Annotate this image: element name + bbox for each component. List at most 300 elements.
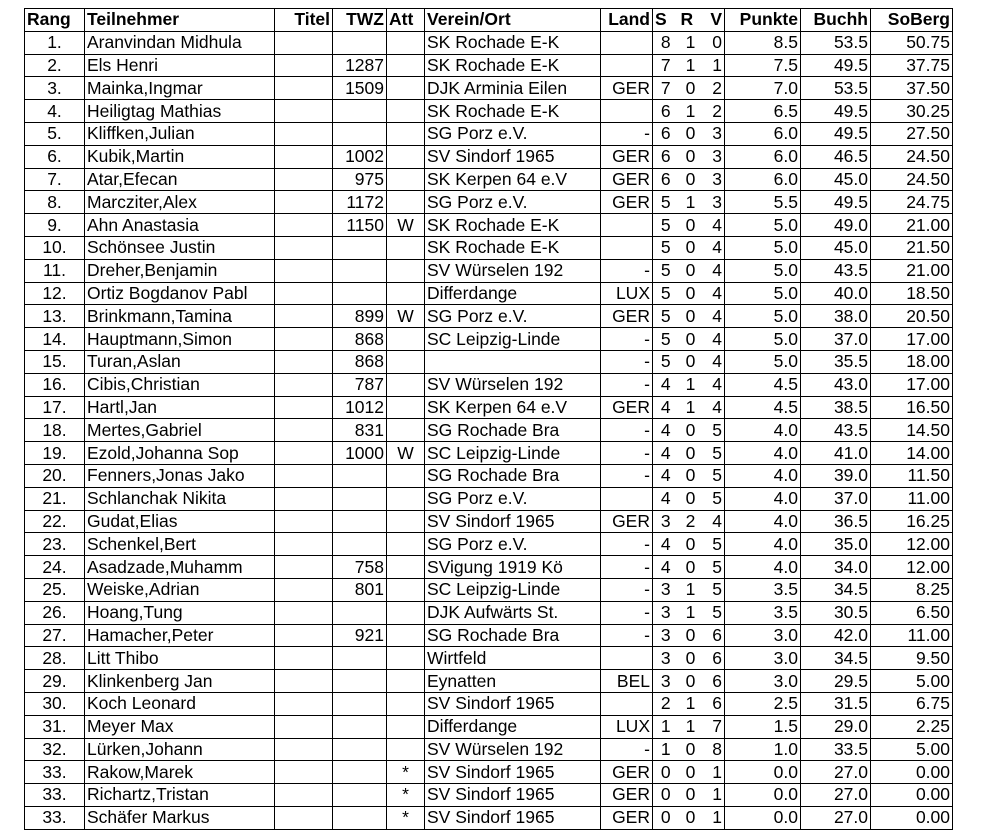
cell-rang: 21. [25, 487, 85, 510]
cell-soberg: 17.00 [871, 328, 953, 351]
cell-att: * [387, 806, 425, 829]
header-verein: Verein/Ort [425, 9, 601, 32]
cell-r: 0 [679, 214, 703, 237]
cell-att: * [387, 761, 425, 784]
cell-v: 4 [703, 305, 725, 328]
cell-verein [425, 350, 601, 373]
cell-att [387, 624, 425, 647]
cell-soberg: 16.50 [871, 396, 953, 419]
table-row [25, 191, 953, 214]
cell-v: 2 [703, 100, 725, 123]
cell-buchh: 38.5 [801, 396, 871, 419]
cell-name: Cibis,Christian [85, 373, 275, 396]
cell-buchh: 49.5 [801, 100, 871, 123]
cell-buchh: 39.0 [801, 464, 871, 487]
cell-s: 5 [653, 282, 679, 305]
cell-verein: SVigung 1919 Kö [425, 556, 601, 579]
header-att: Att [387, 9, 425, 32]
cell-rang: 7. [25, 168, 85, 191]
cell-twz [333, 761, 387, 784]
table-row [25, 806, 953, 829]
cell-att [387, 533, 425, 556]
header-titel: Titel [275, 9, 333, 32]
cell-land: - [601, 578, 653, 601]
cell-s: 4 [653, 373, 679, 396]
cell-titel [275, 191, 333, 214]
cell-buchh: 34.5 [801, 647, 871, 670]
cell-rang: 11. [25, 259, 85, 282]
cell-r: 0 [679, 556, 703, 579]
table-row [25, 350, 953, 373]
cell-v: 5 [703, 533, 725, 556]
cell-buchh: 41.0 [801, 442, 871, 465]
cell-buchh: 49.5 [801, 122, 871, 145]
cell-name: Aranvindan Midhula [85, 31, 275, 54]
cell-v: 4 [703, 350, 725, 373]
cell-rang: 23. [25, 533, 85, 556]
cell-land: GER [601, 305, 653, 328]
table-row [25, 487, 953, 510]
table-row [25, 145, 953, 168]
cell-twz [333, 487, 387, 510]
cell-name: Lürken,Johann [85, 738, 275, 761]
cell-rang: 22. [25, 510, 85, 533]
cell-soberg: 17.00 [871, 373, 953, 396]
cell-titel [275, 556, 333, 579]
table-row [25, 670, 953, 693]
cell-att [387, 236, 425, 259]
table-row [25, 31, 953, 54]
cell-name: Mainka,Ingmar [85, 77, 275, 100]
cell-soberg: 16.25 [871, 510, 953, 533]
cell-twz: 758 [333, 556, 387, 579]
cell-r: 2 [679, 510, 703, 533]
cell-soberg: 2.25 [871, 715, 953, 738]
cell-s: 7 [653, 54, 679, 77]
cell-v: 8 [703, 738, 725, 761]
cell-land: GER [601, 77, 653, 100]
cell-titel [275, 259, 333, 282]
cell-twz [333, 236, 387, 259]
cell-land: GER [601, 784, 653, 807]
table-row [25, 647, 953, 670]
cell-land: - [601, 350, 653, 373]
cell-punkte: 8.5 [725, 31, 801, 54]
cell-r: 0 [679, 168, 703, 191]
cell-s: 0 [653, 806, 679, 829]
cell-rang: 29. [25, 670, 85, 693]
cell-name: Schönsee Justin [85, 236, 275, 259]
cell-land [601, 647, 653, 670]
cell-rang: 32. [25, 738, 85, 761]
cell-punkte: 3.5 [725, 578, 801, 601]
cell-r: 1 [679, 100, 703, 123]
cell-punkte: 2.5 [725, 692, 801, 715]
table-row [25, 624, 953, 647]
cell-titel [275, 77, 333, 100]
cell-land: BEL [601, 670, 653, 693]
cell-twz: 801 [333, 578, 387, 601]
cell-land [601, 236, 653, 259]
cell-v: 3 [703, 191, 725, 214]
cell-soberg: 24.50 [871, 145, 953, 168]
cell-soberg: 21.50 [871, 236, 953, 259]
cell-titel [275, 692, 333, 715]
header-rang: Rang [25, 9, 85, 32]
cell-v: 4 [703, 236, 725, 259]
cell-verein: SK Rochade E-K [425, 100, 601, 123]
table-row [25, 601, 953, 624]
cell-twz [333, 510, 387, 533]
cell-name: Hauptmann,Simon [85, 328, 275, 351]
cell-twz: 1172 [333, 191, 387, 214]
cell-twz [333, 715, 387, 738]
cell-v: 5 [703, 464, 725, 487]
cell-soberg: 14.50 [871, 419, 953, 442]
cell-verein: SC Leipzig-Linde [425, 442, 601, 465]
cell-v: 4 [703, 328, 725, 351]
cell-rang: 15. [25, 350, 85, 373]
cell-name: Mertes,Gabriel [85, 419, 275, 442]
cell-v: 5 [703, 419, 725, 442]
cell-v: 3 [703, 168, 725, 191]
cell-punkte: 4.0 [725, 487, 801, 510]
cell-rang: 9. [25, 214, 85, 237]
cell-s: 5 [653, 350, 679, 373]
cell-s: 6 [653, 122, 679, 145]
cell-titel [275, 145, 333, 168]
cell-soberg: 30.25 [871, 100, 953, 123]
cell-rang: 3. [25, 77, 85, 100]
table-row [25, 373, 953, 396]
cell-verein: SG Porz e.V. [425, 487, 601, 510]
table-row [25, 168, 953, 191]
cell-s: 5 [653, 236, 679, 259]
cell-punkte: 3.0 [725, 647, 801, 670]
cell-soberg: 18.00 [871, 350, 953, 373]
cell-v: 5 [703, 442, 725, 465]
cell-rang: 24. [25, 556, 85, 579]
cell-name: Gudat,Elias [85, 510, 275, 533]
cell-rang: 30. [25, 692, 85, 715]
table-row [25, 305, 953, 328]
cell-punkte: 6.5 [725, 100, 801, 123]
cell-verein: SK Kerpen 64 e.V [425, 168, 601, 191]
cell-land: - [601, 259, 653, 282]
cell-rang: 10. [25, 236, 85, 259]
cell-s: 1 [653, 715, 679, 738]
cell-buchh: 53.5 [801, 77, 871, 100]
cell-soberg: 6.75 [871, 692, 953, 715]
cell-soberg: 37.50 [871, 77, 953, 100]
cell-s: 4 [653, 396, 679, 419]
cell-v: 5 [703, 556, 725, 579]
cell-soberg: 24.75 [871, 191, 953, 214]
cell-v: 5 [703, 578, 725, 601]
cell-titel [275, 738, 333, 761]
cell-buchh: 42.0 [801, 624, 871, 647]
cell-verein: SG Rochade Bra [425, 419, 601, 442]
cell-punkte: 0.0 [725, 761, 801, 784]
cell-land: GER [601, 191, 653, 214]
cell-att [387, 510, 425, 533]
cell-soberg: 37.75 [871, 54, 953, 77]
cell-punkte: 4.5 [725, 396, 801, 419]
cell-s: 5 [653, 191, 679, 214]
cell-name: Asadzade,Muhamm [85, 556, 275, 579]
cell-punkte: 0.0 [725, 806, 801, 829]
cell-buchh: 36.5 [801, 510, 871, 533]
cell-punkte: 5.0 [725, 282, 801, 305]
cell-soberg: 11.00 [871, 624, 953, 647]
cell-att: W [387, 442, 425, 465]
cell-name: Ortiz Bogdanov Pabl [85, 282, 275, 305]
cell-r: 1 [679, 601, 703, 624]
cell-land: - [601, 556, 653, 579]
cell-titel [275, 715, 333, 738]
cell-s: 3 [653, 578, 679, 601]
cell-v: 1 [703, 761, 725, 784]
cell-titel [275, 122, 333, 145]
cell-land: GER [601, 761, 653, 784]
cell-twz [333, 670, 387, 693]
cell-verein: SK Rochade E-K [425, 236, 601, 259]
cell-land: - [601, 624, 653, 647]
cell-att: W [387, 214, 425, 237]
cell-att [387, 670, 425, 693]
table-row [25, 692, 953, 715]
cell-name: Els Henri [85, 54, 275, 77]
cell-buchh: 43.0 [801, 373, 871, 396]
cell-punkte: 3.5 [725, 601, 801, 624]
cell-verein: SK Rochade E-K [425, 214, 601, 237]
cell-punkte: 4.0 [725, 442, 801, 465]
cell-r: 0 [679, 328, 703, 351]
cell-v: 4 [703, 373, 725, 396]
cell-soberg: 14.00 [871, 442, 953, 465]
cell-v: 4 [703, 259, 725, 282]
cell-soberg: 8.25 [871, 578, 953, 601]
cell-s: 4 [653, 419, 679, 442]
header-land: Land [601, 9, 653, 32]
cell-titel [275, 578, 333, 601]
cell-land: - [601, 122, 653, 145]
cell-name: Meyer Max [85, 715, 275, 738]
cell-name: Turan,Aslan [85, 350, 275, 373]
cell-buchh: 29.0 [801, 715, 871, 738]
cell-name: Marcziter,Alex [85, 191, 275, 214]
cell-name: Atar,Efecan [85, 168, 275, 191]
cell-rang: 16. [25, 373, 85, 396]
cell-twz [333, 533, 387, 556]
cell-r: 0 [679, 259, 703, 282]
cell-punkte: 5.0 [725, 305, 801, 328]
cell-name: Koch Leonard [85, 692, 275, 715]
cell-r: 0 [679, 350, 703, 373]
cell-land: GER [601, 396, 653, 419]
cell-land: - [601, 738, 653, 761]
cell-r: 0 [679, 77, 703, 100]
cell-verein: Wirtfeld [425, 647, 601, 670]
cell-soberg: 11.50 [871, 464, 953, 487]
cell-twz: 1000 [333, 442, 387, 465]
cell-rang: 12. [25, 282, 85, 305]
header-teilnehmer: Teilnehmer [85, 9, 275, 32]
cell-name: Brinkmann,Tamina [85, 305, 275, 328]
cell-buchh: 29.5 [801, 670, 871, 693]
cell-name: Litt Thibo [85, 647, 275, 670]
cell-twz [333, 31, 387, 54]
cell-buchh: 49.5 [801, 54, 871, 77]
cell-v: 6 [703, 624, 725, 647]
cell-s: 4 [653, 533, 679, 556]
cell-rang: 17. [25, 396, 85, 419]
header-v: V [703, 9, 725, 32]
cell-verein: SK Rochade E-K [425, 54, 601, 77]
cell-punkte: 4.0 [725, 510, 801, 533]
header-s: S [653, 9, 679, 32]
cell-att: W [387, 305, 425, 328]
table-row [25, 54, 953, 77]
cell-land: GER [601, 806, 653, 829]
cell-buchh: 31.5 [801, 692, 871, 715]
cell-soberg: 18.50 [871, 282, 953, 305]
cell-s: 8 [653, 31, 679, 54]
table-row [25, 578, 953, 601]
cell-punkte: 1.0 [725, 738, 801, 761]
cell-att [387, 328, 425, 351]
cell-soberg: 50.75 [871, 31, 953, 54]
cell-buchh: 35.5 [801, 350, 871, 373]
cell-name: Hartl,Jan [85, 396, 275, 419]
table-row [25, 442, 953, 465]
cell-buchh: 27.0 [801, 784, 871, 807]
cell-soberg: 11.00 [871, 487, 953, 510]
table-row [25, 761, 953, 784]
cell-soberg: 0.00 [871, 806, 953, 829]
cell-att [387, 168, 425, 191]
cell-r: 1 [679, 715, 703, 738]
cell-rang: 31. [25, 715, 85, 738]
table-row [25, 784, 953, 807]
cell-twz: 787 [333, 373, 387, 396]
cell-att [387, 350, 425, 373]
cell-v: 4 [703, 282, 725, 305]
cell-verein: SG Porz e.V. [425, 533, 601, 556]
cell-land: - [601, 373, 653, 396]
cell-verein: SV Sindorf 1965 [425, 510, 601, 533]
cell-land: - [601, 601, 653, 624]
cell-att [387, 738, 425, 761]
cell-v: 2 [703, 77, 725, 100]
cell-punkte: 6.0 [725, 168, 801, 191]
cell-land: LUX [601, 282, 653, 305]
cell-titel [275, 442, 333, 465]
cell-twz [333, 601, 387, 624]
cell-att [387, 715, 425, 738]
cell-r: 0 [679, 670, 703, 693]
cell-att [387, 77, 425, 100]
cell-twz: 831 [333, 419, 387, 442]
cell-titel [275, 464, 333, 487]
cell-titel [275, 533, 333, 556]
cell-twz [333, 738, 387, 761]
cell-titel [275, 168, 333, 191]
cell-s: 6 [653, 168, 679, 191]
header-punkte: Punkte [725, 9, 801, 32]
cell-titel [275, 806, 333, 829]
cell-r: 0 [679, 305, 703, 328]
standings-table [24, 8, 953, 830]
cell-punkte: 5.0 [725, 328, 801, 351]
cell-verein: SG Porz e.V. [425, 305, 601, 328]
cell-titel [275, 100, 333, 123]
cell-verein: SV Sindorf 1965 [425, 692, 601, 715]
cell-s: 3 [653, 647, 679, 670]
cell-soberg: 12.00 [871, 556, 953, 579]
header-row [25, 9, 953, 32]
cell-buchh: 30.5 [801, 601, 871, 624]
table-row [25, 77, 953, 100]
cell-v: 3 [703, 122, 725, 145]
cell-verein: SC Leipzig-Linde [425, 328, 601, 351]
cell-punkte: 6.0 [725, 145, 801, 168]
cell-verein: DJK Arminia Eilen [425, 77, 601, 100]
table-row [25, 510, 953, 533]
cell-s: 4 [653, 442, 679, 465]
cell-titel [275, 487, 333, 510]
cell-rang: 8. [25, 191, 85, 214]
cell-twz [333, 122, 387, 145]
cell-r: 0 [679, 464, 703, 487]
cell-soberg: 27.50 [871, 122, 953, 145]
cell-land [601, 487, 653, 510]
cell-buchh: 34.5 [801, 578, 871, 601]
cell-soberg: 5.00 [871, 738, 953, 761]
cell-punkte: 0.0 [725, 784, 801, 807]
cell-att [387, 31, 425, 54]
cell-r: 0 [679, 122, 703, 145]
table-row [25, 122, 953, 145]
cell-buchh: 37.0 [801, 328, 871, 351]
cell-att [387, 259, 425, 282]
table-row [25, 236, 953, 259]
cell-name: Weiske,Adrian [85, 578, 275, 601]
table-row [25, 419, 953, 442]
cell-punkte: 5.0 [725, 350, 801, 373]
cell-punkte: 5.0 [725, 236, 801, 259]
cell-buchh: 49.0 [801, 214, 871, 237]
cell-punkte: 7.0 [725, 77, 801, 100]
cell-twz: 868 [333, 350, 387, 373]
cell-v: 6 [703, 647, 725, 670]
cell-r: 0 [679, 761, 703, 784]
cell-s: 0 [653, 761, 679, 784]
cell-s: 2 [653, 692, 679, 715]
cell-titel [275, 419, 333, 442]
cell-r: 0 [679, 487, 703, 510]
cell-twz: 899 [333, 305, 387, 328]
cell-land [601, 54, 653, 77]
cell-s: 5 [653, 305, 679, 328]
cell-rang: 27. [25, 624, 85, 647]
cell-punkte: 5.0 [725, 259, 801, 282]
cell-rang: 5. [25, 122, 85, 145]
cell-v: 1 [703, 54, 725, 77]
cell-att [387, 578, 425, 601]
cell-titel [275, 328, 333, 351]
cell-v: 4 [703, 214, 725, 237]
